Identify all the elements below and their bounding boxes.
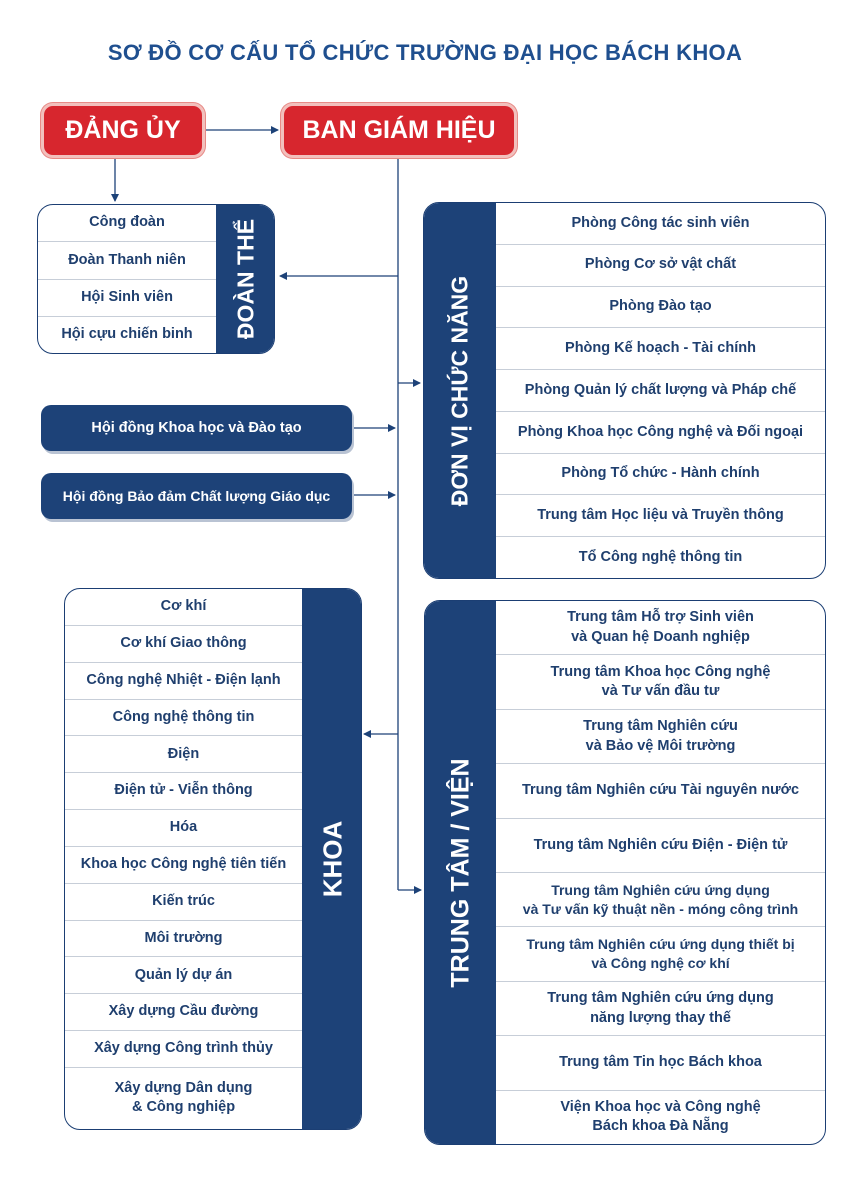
list-item: Phòng Cơ sở vật chất (496, 244, 825, 286)
don-vi-label-bar (424, 203, 496, 578)
list-item: Trung tâm Hỗ trợ Sinh viên và Quan hệ Doanh nghiệp (567, 609, 754, 645)
doan-the-label-bar (216, 205, 275, 353)
doan-the-list (38, 205, 216, 353)
list-item: Cơ khí (160, 598, 207, 615)
list-item: Hóa (65, 809, 302, 846)
khoa-label: KHOA (317, 820, 347, 898)
khoa-label-bar (302, 589, 362, 1129)
list-item: Đoàn Thanh niên (38, 241, 216, 278)
list-item: Phòng Công tác sinh viên (571, 214, 750, 231)
don-vi-list (496, 203, 825, 578)
page-title: SƠ ĐỒ CƠ CẤU TỔ CHỨC TRƯỜNG ĐẠI HỌC BÁCH KHOA (107, 40, 743, 65)
list-item: Trung tâm Học liệu và Truyền thông (496, 494, 825, 536)
list-item: Phòng Đào tạo (496, 286, 825, 328)
list-item: Điện (65, 735, 302, 772)
list-item: Công nghệ thông tin (65, 699, 302, 736)
list-item: Khoa học Công nghệ tiên tiến (65, 846, 302, 883)
doan-the-group (37, 204, 275, 354)
list-item: Môi trường (65, 920, 302, 957)
list-item: Trung tâm Nghiên cứu Tài nguyên nước (496, 763, 825, 817)
list-item: Phòng Quản lý chất lượng và Pháp chế (496, 369, 825, 411)
trung-tam-list (496, 601, 825, 1144)
council-box: Hội đồng Bảo đảm Chất lượng Giáo dục (41, 473, 352, 519)
list-item: Công đoàn (89, 214, 165, 231)
list-item: Hội Sinh viên (38, 279, 216, 316)
list-item: Xây dựng Cầu đường (65, 993, 302, 1030)
dang-uy-box: ĐẢNG ỦY (41, 103, 205, 158)
council-box: Hội đồng Khoa học và Đào tạo (41, 405, 352, 451)
list-item: Phòng Tổ chức - Hành chính (496, 453, 825, 495)
list-item: Trung tâm Nghiên cứu Điện - Điện tử (496, 818, 825, 872)
list-item: Quản lý dự án (65, 956, 302, 993)
list-item: Hội cựu chiến binh (38, 316, 216, 353)
list-item: Trung tâm Khoa học Công nghệ và Tư vấn đầu tư (496, 654, 825, 708)
list-item: Xây dựng Công trình thủy (65, 1030, 302, 1067)
don-vi-chuc-nang-group (423, 202, 826, 579)
list-item: Trung tâm Nghiên cứu và Bảo vệ Môi trường (496, 709, 825, 763)
trung-tam-label: TRUNG TÂM / VIỆN (446, 757, 474, 988)
khoa-group (64, 588, 362, 1130)
trung-tam-vien-group (424, 600, 826, 1145)
don-vi-label: ĐƠN VỊ CHỨC NĂNG (446, 275, 473, 506)
list-item: Trung tâm Nghiên cứu ứng dụng năng lượng thay thế (496, 981, 825, 1035)
khoa-list (65, 589, 302, 1129)
list-item: Trung tâm Nghiên cứu ứng dụng thiết bị và Công nghệ cơ khí (496, 926, 825, 980)
list-item: Xây dựng Dân dụng & Công nghiệp (65, 1067, 302, 1129)
list-item: Trung tâm Tin học Bách khoa (496, 1035, 825, 1089)
list-item: Tổ Công nghệ thông tin (496, 536, 825, 578)
list-item: Phòng Kế hoạch - Tài chính (496, 327, 825, 369)
list-item: Cơ khí Giao thông (65, 625, 302, 662)
ban-giam-hieu-box: BAN GIÁM HIỆU (281, 103, 517, 158)
list-item: Phòng Khoa học Công nghệ và Đối ngoại (496, 411, 825, 453)
list-item: Kiến trúc (65, 883, 302, 920)
doan-the-label: ĐOÀN THỂ (232, 218, 259, 340)
list-item: Công nghệ Nhiệt - Điện lạnh (65, 662, 302, 699)
list-item: Trung tâm Nghiên cứu ứng dụng và Tư vấn kỹ thuật nền - móng công trình (496, 872, 825, 926)
list-item: Điện tử - Viễn thông (65, 772, 302, 809)
trung-tam-label-bar (425, 601, 496, 1144)
list-item: Viện Khoa học và Công nghệ Bách khoa Đà Nẵng (496, 1090, 825, 1144)
